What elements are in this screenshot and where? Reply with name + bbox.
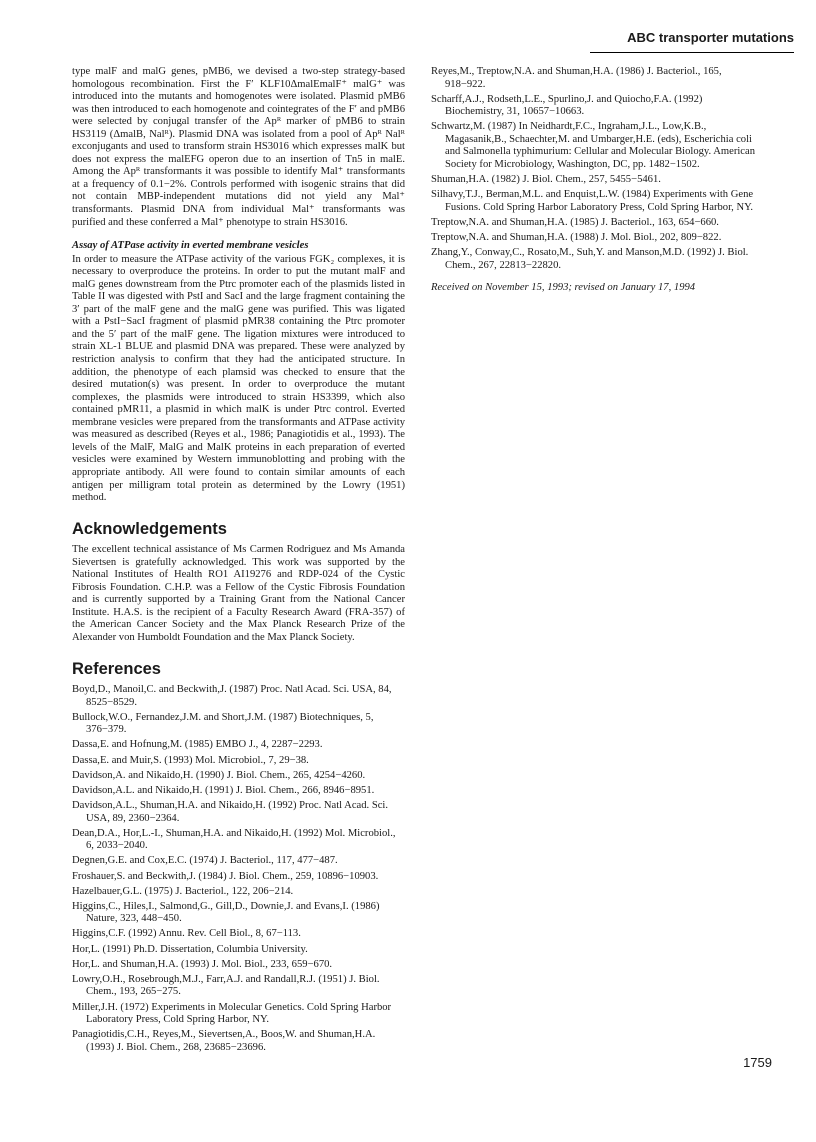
reference-item: Higgins,C.F. (1992) Annu. Rev. Cell Biol., 8, 67−113. bbox=[72, 928, 301, 940]
reference-item: Davidson,A.L., Shuman,H.A. and Nikaido,H. (1992) Proc. Natl Acad. Sci. USA, 89, 2360−2364. bbox=[72, 800, 389, 824]
reference-list-right bbox=[431, 66, 757, 272]
received-note: Received on November 15, 1993; revised on January 17, 1994 bbox=[431, 282, 696, 294]
reference-item: Hor,L. and Shuman,H.A. (1993) J. Mol. Biol., 233, 659−670. bbox=[72, 958, 333, 970]
reference-item: Treptow,N.A. and Shuman,H.A. (1988) J. Mol. Biol., 202, 809−822. bbox=[431, 232, 722, 244]
right-column bbox=[431, 66, 757, 295]
references-heading: References bbox=[72, 659, 161, 678]
assay-heading: Assay of ATPase activity in everted membrane vesicles bbox=[72, 240, 309, 252]
reference-item: Froshauer,S. and Beckwith,J. (1984) J. Biol. Chem., 259, 10896−10903. bbox=[72, 870, 379, 882]
reference-item: Panagiotidis,C.H., Reyes,M., Sievertsen,A., Boos,W. and Shuman,H.A. (1993) J. Biol. Chem., 268, 23685−23696. bbox=[72, 1029, 376, 1053]
reference-item: Silhavy,T.J., Berman,M.L. and Enquist,L.W. (1984) Experiments with Gene Fusions. Cold Spring Harbor Laboratory Press, Cold Spring Harbor, NY. bbox=[431, 189, 754, 213]
reference-item: Schwartz,M. (1987) In Neidhardt,F.C., Ingraham,J.L., Low,K.B., Magasanik,B., Schaechter,M. and Umbarger,H.E. (eds), Escherichia coli and Salmonella typhimurium: Cellular and Molecular Biology. American Society for Microbiology, Washington, DC, pp. 1482−1502. bbox=[431, 121, 755, 171]
assay-paragraph: In order to measure the ATPase activity of the various FGK₂ complexes, it is necessary to overproduce the proteins. In order to put the mutant malF and malG genes downstream from the Ptrc promoter each of the plasmids listed in Table II was digested with PstI and SacI and the large fragment containing the 3′ part of the malF gene and the malG gene was purified. This was ligated with a PstI−SacI fragment of plasmid pMR38 containing the Ptrc promoter and the 5′ part of the malF gene. The ligation mixtures were introduced to strain XL-1 BLUE and plasmid DNA was prepared. These were analyzed by restriction analysis to confirm that they had the anticipated structure. In addition, the phenotype of each plamsid was checked to ensure that the desired mutation(s) was present. In order to overproduce the mutant complexes, the plasmids were introduced to strain HS3399, which also contained pMR11, a plasmid in which malK is under Ptrc control. Everted membrane vesicles were prepared from the transformants and ATPase activity was measured as described (Reyes et al., 1986; Panagiotidis et al., 1993). The levels of the MalF, MalG and MalK proteins in each preparation of everted vesicles were examined by Western immunoblotting and probing with the appropriate antibody. All were found to contain similar amounts of each antigen per milligram total protein as determined by the Lowry (1951) method. bbox=[72, 253, 405, 504]
acknowledgements-paragraph: The excellent technical assistance of Ms Carmen Rodriguez and Ms Amanda Sievertsen is gratefully acknowledged. This work was supported by the National Institutes of Health RO1 AI19276 and RDP-024 of the Cystic Fibrosis Foundation. C.H.P. was a Fellow of the Cystic Fibrosis Foundation and is currently supported by a Training Grant from the National Cancer Institute. H.A.S. is the recipient of a Faculty Research Award (FRA-357) of the American Cancer Society and the Max Planck Research Prize of the Alexander von Humboldt Foundation and the Max Planck Society. bbox=[72, 544, 405, 643]
reference-item: Dassa,E. and Muir,S. (1993) Mol. Microbiol., 7, 29−38. bbox=[72, 754, 309, 766]
reference-item: Bullock,W.O., Fernandez,J.M. and Short,J.M. (1987) Biotechniques, 5, 376−379. bbox=[72, 711, 374, 736]
reference-item: Boyd,D., Manoil,C. and Beckwith,J. (1987) Proc. Natl Acad. Sci. USA, 84, 8525−8529. bbox=[72, 684, 392, 708]
reference-item: Reyes,M., Treptow,N.A. and Shuman,H.A. (1986) J. Bacteriol., 165, 918−922. bbox=[431, 66, 722, 90]
reference-item: Higgins,C., Hiles,I., Salmond,G., Gill,D., Downie,J. and Evans,I. (1986) Nature, 323, 448−450. bbox=[72, 900, 380, 925]
reference-item: Zhang,Y., Conway,C., Rosato,M., Suh,Y. and Manson,M.D. (1992) J. Biol. Chem., 267, 22813−22820. bbox=[431, 247, 749, 271]
intro-paragraph: type malF and malG genes, pMB6, we devised a two-step strategy-based homologous recombination. First the F′ KLF10ΔmalEmalF⁺ malG⁺ was introduced into the mutants and homogenotes were isolated. Plasmid pMB6 was then introduced to each homogenote and cointegrates of the F′ and pMB6 were selected by conjugal transfer of the Apᴿ marker of pMB6 to strain HS3119 (ΔmalB, Nalᴿ). Plasmid DNA was isolated from a pool of Apᴿ Nalᴿ exconjugants and used to transform strain HS3016 which expresses malK but does not express the malEFG operon due to an insertion of Tn5 in malE. Among the Apᴿ transformants it was possible to identify Mal⁺ transformants at a frequency of 0.1−2%. Controls performed with isogenic strains that did not contain MBP-independent mutations did not yield any Mal⁺ transformants. Plasmid DNA from individual Mal⁺ transformants was purified and these conferred a Mal⁺ phenotype to strain HS3016. bbox=[72, 66, 405, 228]
reference-item: Degnen,G.E. and Cox,E.C. (1974) J. Bacteriol., 117, 477−487. bbox=[72, 855, 338, 867]
reference-item: Lowry,O.H., Rosebrough,M.J., Farr,A.J. and Randall,R.J. (1951) J. Biol. Chem., 193, 265−275. bbox=[72, 973, 380, 998]
reference-item: Shuman,H.A. (1982) J. Biol. Chem., 257, 5455−5461. bbox=[431, 174, 661, 186]
header-rule bbox=[590, 52, 794, 53]
page-number: 1759 bbox=[743, 1055, 772, 1070]
acknowledgements-heading: Acknowledgements bbox=[72, 519, 227, 538]
reference-item: Miller,J.H. (1972) Experiments in Molecular Genetics. Cold Spring Harbor Laboratory Press, Cold Spring Harbor, NY. bbox=[72, 1001, 392, 1026]
reference-item: Hazelbauer,G.L. (1975) J. Bacteriol., 122, 206−214. bbox=[72, 885, 294, 897]
reference-list-left bbox=[72, 684, 405, 1054]
reference-item: Davidson,A.L. and Nikaido,H. (1991) J. Biol. Chem., 266, 8946−8951. bbox=[72, 784, 375, 796]
reference-item: Hor,L. (1991) Ph.D. Dissertation, Columbia University. bbox=[72, 943, 308, 955]
left-column bbox=[72, 66, 405, 1057]
reference-item: Dassa,E. and Hofnung,M. (1985) EMBO J., 4, 2287−2293. bbox=[72, 739, 323, 751]
reference-item: Treptow,N.A. and Shuman,H.A. (1985) J. Bacteriol., 163, 654−660. bbox=[431, 216, 719, 228]
reference-item: Dean,D.A., Hor,L.-I., Shuman,H.A. and Nikaido,H. (1992) Mol. Microbiol., 6, 2033−2040. bbox=[72, 827, 396, 852]
reference-item: Scharff,A.J., Rodseth,L.E., Spurlino,J. and Quiocho,F.A. (1992) Biochemistry, 31, 10657−10663. bbox=[431, 93, 703, 118]
running-title: ABC transporter mutations bbox=[627, 30, 794, 45]
reference-item: Davidson,A. and Nikaido,H. (1990) J. Biol. Chem., 265, 4254−4260. bbox=[72, 769, 366, 781]
